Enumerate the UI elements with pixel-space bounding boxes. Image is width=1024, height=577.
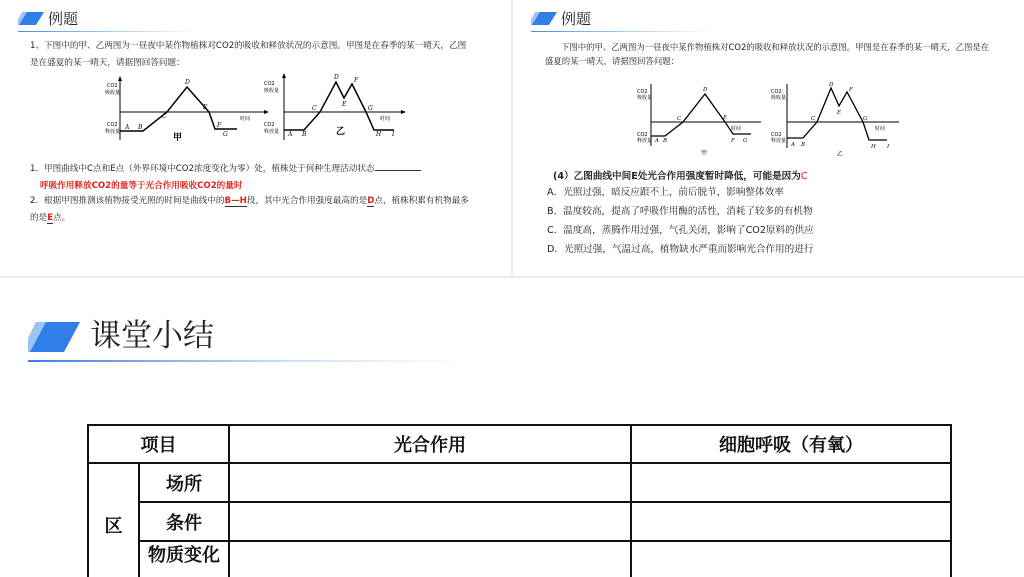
answer-2c: E — [47, 213, 54, 223]
question-1-text: 1．甲图曲线中C点和E点（外界环境中CO2浓度变化为零）处，植株处于何种生理活动状态 — [30, 164, 375, 174]
svg-text:I: I — [392, 131, 395, 138]
table-row — [88, 463, 951, 502]
answer-1: 呼吸作用释放CO2的量等于光合作用吸收CO2的量时 — [40, 181, 243, 191]
question-intro: 下图中的甲、乙两图为一昼夜中某作物植株对CO2的吸收和释放状况的示意图。甲图是在春季的某一晴天，乙图是在盛夏的某一晴天，请据图回答问题： — [545, 42, 990, 66]
table-group-cell: 区 — [88, 463, 139, 577]
graph-jia-ylabel-top: CO2 — [107, 83, 118, 89]
svg-text:D: D — [334, 74, 339, 81]
table-header-cell: 细胞呼吸（有氧） — [631, 425, 951, 463]
slide-example-right — [513, 0, 1024, 276]
table-header-cell: 光合作用 — [229, 425, 631, 463]
option-b: B．温度较高，提高了呼吸作用酶的活性，消耗了较多的有机物 — [547, 206, 813, 217]
svg-text:吸收量: 吸收量 — [771, 95, 787, 101]
svg-text:CO2: CO2 — [264, 81, 275, 87]
header-bar-icon — [28, 322, 80, 352]
table-cell — [631, 541, 951, 577]
question-2-text-a: 2．根据甲图推测该植物接受光照的时间是曲线中的 — [30, 196, 225, 206]
summary-rule — [28, 360, 468, 362]
svg-text:A: A — [655, 138, 659, 144]
svg-text:G: G — [743, 138, 748, 144]
table-header-cell: 项目 — [88, 425, 229, 463]
question-4 — [553, 168, 808, 182]
question-4-text: (4）乙图曲线中间E处光合作用强度暂时降低，可能是因为 — [553, 171, 801, 182]
svg-text:E: E — [723, 115, 728, 121]
table-row — [88, 502, 951, 541]
option-c: C．温度高，蒸腾作用过强，气孔关闭，影响了CO2原料的供应 — [547, 225, 814, 236]
answer-blank — [375, 160, 421, 171]
header-rule — [18, 31, 198, 32]
svg-text:CO2: CO2 — [637, 89, 648, 95]
graph-yi-small — [769, 78, 905, 158]
graph-yi-label: 乙 — [336, 127, 346, 137]
graph-jia-small — [635, 78, 767, 158]
svg-text:时间: 时间 — [731, 126, 742, 132]
svg-text:C: C — [312, 105, 317, 112]
question-2-text-c: 点，植株积累有机物最多的是 — [30, 196, 469, 223]
header-bar-icon — [531, 12, 557, 25]
svg-text:时间: 时间 — [380, 116, 391, 122]
svg-text:时间: 时间 — [875, 126, 886, 132]
svg-text:CO2: CO2 — [264, 122, 275, 128]
svg-text:B: B — [302, 131, 307, 138]
svg-text:G: G — [368, 105, 373, 112]
svg-text:吸收量: 吸收量 — [105, 90, 121, 96]
option-d: D．光照过强，气温过高，植物缺水严重而影响光合作用的进行 — [547, 244, 814, 255]
table-cell — [631, 502, 951, 541]
question-1 — [30, 160, 472, 195]
svg-text:H: H — [376, 131, 382, 138]
svg-text:F: F — [217, 122, 222, 129]
header-bar-icon — [18, 12, 44, 25]
svg-text:I: I — [887, 144, 890, 150]
svg-text:D: D — [703, 87, 708, 93]
table-cell — [229, 463, 631, 502]
svg-text:D: D — [185, 79, 190, 86]
header-rule — [531, 31, 711, 32]
table-header-row — [88, 425, 951, 463]
svg-text:A: A — [791, 142, 795, 148]
svg-text:F: F — [849, 87, 853, 93]
svg-text:吸收量: 吸收量 — [264, 88, 280, 94]
svg-text:B: B — [801, 142, 806, 148]
svg-text:甲: 甲 — [701, 150, 708, 157]
graph-jia-label: 甲 — [173, 133, 183, 143]
svg-text:释放量: 释放量 — [637, 138, 653, 144]
svg-text:乙: 乙 — [837, 151, 844, 158]
slide-example-left — [0, 0, 511, 276]
svg-text:CO2: CO2 — [107, 122, 118, 128]
question-2-text-b: 段，其中光合作用强度最高的是 — [246, 196, 368, 206]
svg-text:C: C — [677, 116, 682, 122]
option-a: A．光照过强，暗反应跟不上，前后脱节，影响整体效率 — [547, 187, 784, 198]
table-cell — [229, 502, 631, 541]
svg-text:A: A — [288, 131, 293, 138]
svg-text:F: F — [354, 77, 359, 84]
svg-text:CO2: CO2 — [771, 89, 782, 95]
answer-2a: B—H — [224, 196, 247, 206]
graph-yi — [262, 70, 412, 144]
svg-text:吸收量: 吸收量 — [637, 95, 653, 101]
table-row-label: 物质变化 — [139, 541, 229, 577]
table-cell — [631, 463, 951, 502]
slide-summary — [0, 278, 1024, 577]
svg-text:释放量: 释放量 — [105, 129, 121, 135]
table-cell — [229, 541, 631, 577]
svg-text:CO2: CO2 — [637, 132, 648, 138]
svg-text:B: B — [663, 138, 668, 144]
table-row — [88, 541, 951, 577]
table-row-label: 条件 — [139, 502, 229, 541]
svg-text:A: A — [125, 124, 130, 131]
graph-jia-xlabel: 时间 — [240, 116, 251, 122]
svg-text:E: E — [837, 110, 842, 116]
svg-text:E: E — [342, 101, 347, 108]
question-2-text-d: 点。 — [53, 213, 71, 223]
svg-text:H: H — [871, 144, 876, 150]
summary-title: 课堂小结 — [90, 318, 214, 354]
example-title: 例题 — [48, 10, 79, 28]
answer-4: C — [800, 171, 808, 182]
svg-text:D: D — [829, 82, 834, 88]
example-title: 例题 — [561, 10, 592, 28]
summary-table — [87, 424, 952, 577]
graph-jia — [105, 74, 285, 144]
question-intro: 1、下图中的甲、乙两图为一昼夜中某作物植株对CO2的吸收和释放状况的示意图。甲图是在春季的某一晴天，乙图是在盛夏的某一晴天，请据图回答问题： — [30, 41, 467, 68]
svg-text:F: F — [731, 138, 735, 144]
svg-text:C: C — [811, 116, 816, 122]
svg-text:E: E — [203, 104, 208, 111]
svg-text:G: G — [223, 131, 228, 138]
answer-2b: D — [367, 196, 375, 206]
question-2 — [30, 193, 472, 227]
table-row-label: 场所 — [139, 463, 229, 502]
svg-text:CO2: CO2 — [771, 132, 782, 138]
svg-text:C: C — [162, 113, 167, 120]
svg-text:B: B — [138, 124, 143, 131]
svg-text:释放量: 释放量 — [771, 138, 787, 144]
svg-text:释放量: 释放量 — [264, 129, 280, 135]
svg-text:G: G — [863, 116, 868, 122]
